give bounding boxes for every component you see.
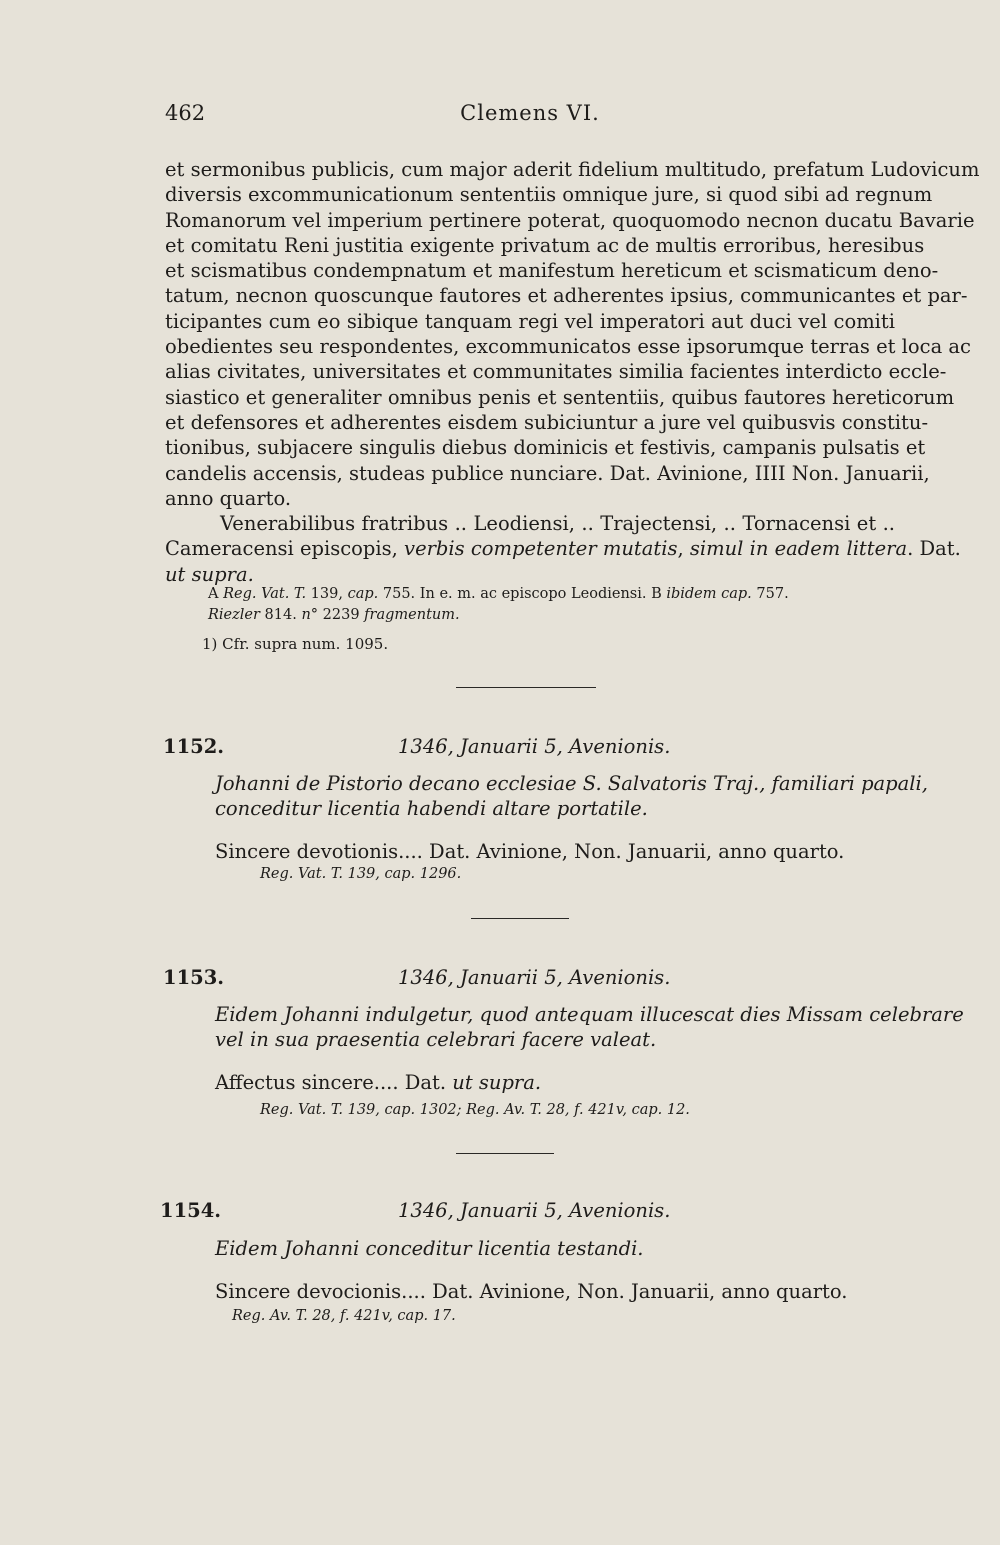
entry-regest [165, 1236, 895, 1261]
text-line: tatum, necnon quoscunque fautores et adherentes ipsius, communicantes et par- [165, 284, 968, 308]
source-reference: A Reg. Vat. T. 139, cap. 755. In e. m. ac episcopo Leodiensi. B ibidem cap. 757. [208, 586, 789, 602]
page-number: 462 [165, 101, 206, 125]
entry-incipit [215, 1279, 848, 1304]
text-line: et scismatibus condempnatum et manifestum hereticum et scismaticum deno- [165, 259, 939, 283]
running-head [165, 101, 895, 131]
continuation-text [165, 157, 980, 587]
entry-number: 1154. [160, 1199, 222, 1222]
source-reference: Riezler 814. n° 2239 fragmentum. [208, 607, 460, 623]
footnote: 1) Cfr. supra num. 1095. [202, 635, 389, 653]
entry-date: 1346, Januarii 5, Avenionis. [398, 735, 671, 758]
entry-number: 1153. [163, 966, 225, 989]
text-line: siastico et generaliter omnibus penis et sententiis, quibus fautores hereticorum [165, 385, 955, 409]
addressees-line: ut supra. [165, 562, 254, 586]
entry-date: 1346, Januarii 5, Avenionis. [398, 1199, 671, 1222]
text-line: Eidem Johanni indulgetur, quod antequam illucescat dies Missam celebrare [215, 1003, 964, 1026]
text-line: anno quarto. [165, 486, 292, 510]
text-line: Sincere devotionis.... Dat. Avinione, Non. Januarii, anno quarto. [215, 840, 845, 863]
text-line: tionibus, subjacere singulis diebus dominicis et festivis, campanis pulsatis et [165, 436, 926, 460]
text-line: Sincere devocionis.... Dat. Avinione, Non. Januarii, anno quarto. [215, 1280, 848, 1303]
text-line: diversis excommunicationum sententiis omnique jure, si quod sibi ad regnum [165, 183, 933, 207]
addressees-line: Venerabilibus fratribus .. Leodiensi, .. Trajectensi, .. Tornacensi et .. [220, 512, 895, 536]
text-line: et sermonibus publicis, cum major aderit fidelium multitudo, prefatum Ludovicum [165, 158, 980, 181]
entry-date: 1346, Januarii 5, Avenionis. [398, 966, 671, 989]
source-reference: Reg. Vat. T. 139, cap. 1296. [260, 866, 462, 882]
text-line: obedientes seu respondentes, excommunicatos esse ipsorumque terras et loca ac [165, 335, 971, 359]
addressees-line: Cameracensi episcopis, verbis competenter mutatis, simul in eadem littera. Dat. [165, 537, 961, 561]
text-line: ticipantes cum eo sibique tanquam regi vel imperatori aut duci vel comiti [165, 309, 895, 333]
entry-regest [165, 771, 928, 822]
text-line: Johanni de Pistorio decano ecclesiae S. Salvatoris Traj., familiari papali, [215, 772, 928, 795]
text-line: et defensores et adherentes eisdem subiciuntur a jure vel quibusvis constitu- [165, 410, 929, 434]
entry-regest [165, 1002, 964, 1053]
entry-incipit [215, 839, 845, 864]
separator-rule [456, 687, 596, 688]
source-reference: Reg. Vat. T. 139, cap. 1302; Reg. Av. T. 28, f. 421v, cap. 12. [260, 1102, 690, 1118]
text-line: candelis accensis, studeas publice nunciare. Dat. Avinione, IIII Non. Januarii, [165, 461, 930, 485]
text-line: Affectus sincere.... Dat. ut supra. [215, 1071, 542, 1094]
separator-rule [471, 918, 569, 919]
source-reference: Reg. Av. T. 28, f. 421v, cap. 17. [232, 1308, 456, 1324]
text-line: Romanorum vel imperium pertinere poterat, quoquomodo necnon ducatu Bavarie [165, 208, 975, 232]
text-line: Eidem Johanni conceditur licentia testandi. [215, 1237, 644, 1260]
separator-rule [456, 1153, 554, 1154]
text-line: conceditur licentia habendi altare portatile. [215, 797, 648, 821]
running-title: Clemens VI. [460, 101, 600, 125]
entry-number: 1152. [163, 735, 225, 758]
entry-incipit [215, 1070, 835, 1095]
text-line: et comitatu Reni justitia exigente privatum ac de multis erroribus, heresibus [165, 233, 925, 257]
text-line: vel in sua praesentia celebrari facere valeat. [215, 1028, 657, 1052]
text-line: alias civitates, universitates et communitates similia facientes interdicto eccle- [165, 360, 947, 384]
